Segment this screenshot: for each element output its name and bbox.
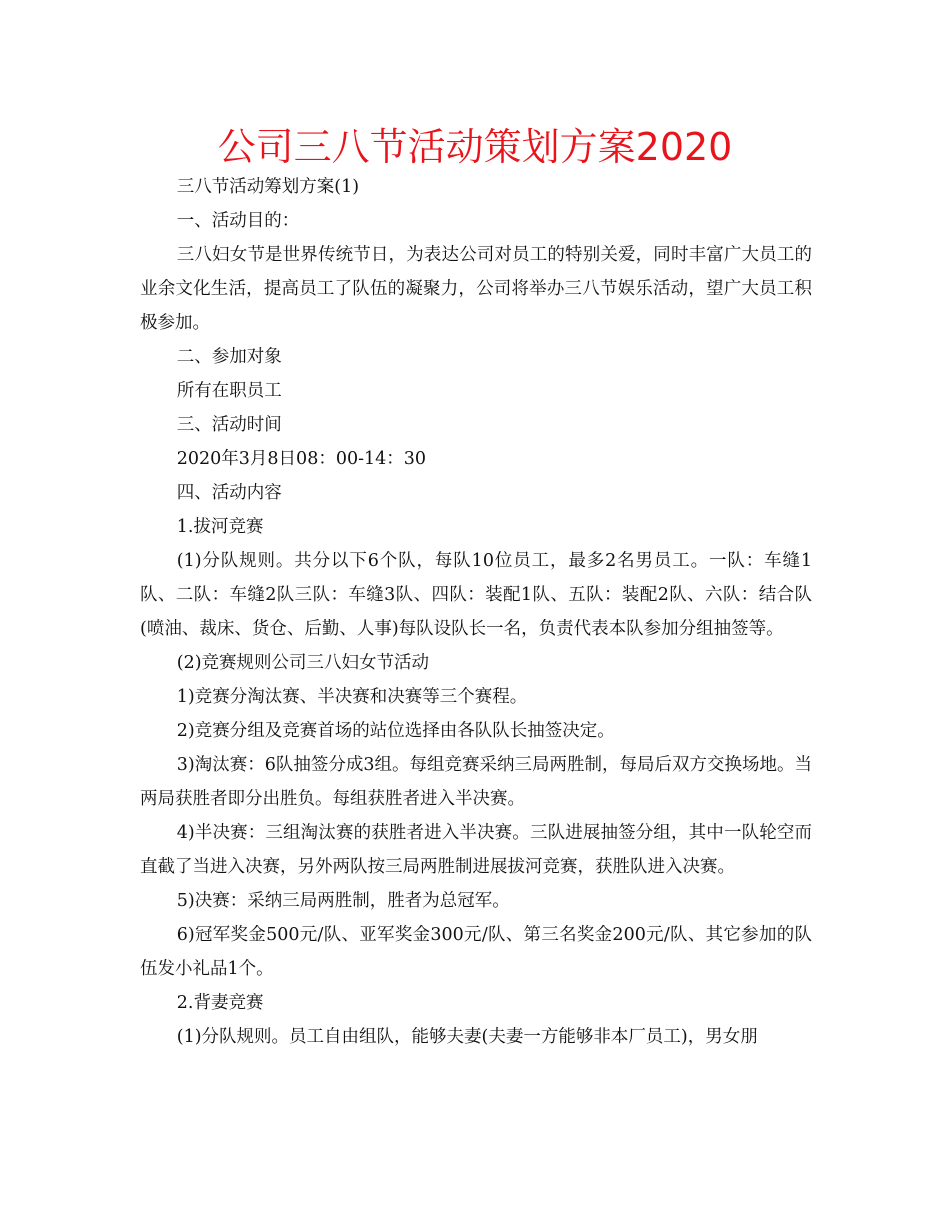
list-item: 5)决赛：采纳三局两胜制，胜者为总冠军。 [176, 891, 510, 911]
paragraph: 2020年3月8日08：00-14：30 [176, 449, 427, 469]
subsection-heading: 2.背妻竞赛 [176, 993, 264, 1013]
list-item: 4)半决赛：三组淘汰赛的获胜者进入半决赛。三队进展抽签分组，其中一队轮空而直截了当进入决赛，另外两队按三局两胜制进展拔河竞赛，获胜队进入决赛。 [140, 823, 812, 877]
subsection-heading: 1.拔河竞赛 [176, 517, 264, 537]
list-item: 6)冠军奖金500元/队、亚军奖金300元/队、第三名奖金200元/队、其它参加的队伍发小礼品1个。 [140, 925, 812, 979]
document-body [140, 170, 812, 1054]
paragraph: 三八节活动筹划方案(1) [176, 177, 360, 197]
document-title: 公司三八节活动策划方案2020 [217, 125, 733, 169]
paragraph: (1)分队规则。共分以下6个队，每队10位员工，最多2名男员工。一队：车缝1队、二队：车缝2队三队：车缝3队、四队：装配1队、五队：装配2队、六队：结合队(喷油、裁床、货仓、后勤、人事)每队设队长一名，负责代表本队参加分组抽签等。 [140, 551, 812, 639]
paragraph: (1)分队规则。员工自由组队，能够夫妻(夫妻一方能够非本厂员工)，男女朋 [176, 1027, 758, 1047]
paragraph: 所有在职员工 [176, 381, 282, 401]
list-item: 1)竞赛分淘汰赛、半决赛和决赛等三个赛程。 [176, 687, 528, 707]
paragraph: (2)竞赛规则公司三八妇女节活动 [176, 653, 430, 673]
section-heading: 三、活动时间 [176, 415, 282, 435]
paragraph: 三八妇女节是世界传统节日，为表达公司对员工的特别关爱，同时丰富广大员工的业余文化生活，提高员工了队伍的凝聚力，公司将举办三八节娱乐活动，望广大员工积极参加。 [140, 245, 812, 333]
section-heading: 一、活动目的： [176, 211, 300, 231]
list-item: 3)淘汰赛：6队抽签分成3组。每组竞赛采纳三局两胜制，每局后双方交换场地。当两局获胜者即分出胜负。每组获胜者进入半决赛。 [140, 755, 812, 809]
section-heading: 四、活动内容 [176, 483, 282, 503]
section-heading: 二、参加对象 [176, 347, 282, 367]
list-item: 2)竞赛分组及竞赛首场的站位选择由各队队长抽签决定。 [176, 721, 615, 741]
